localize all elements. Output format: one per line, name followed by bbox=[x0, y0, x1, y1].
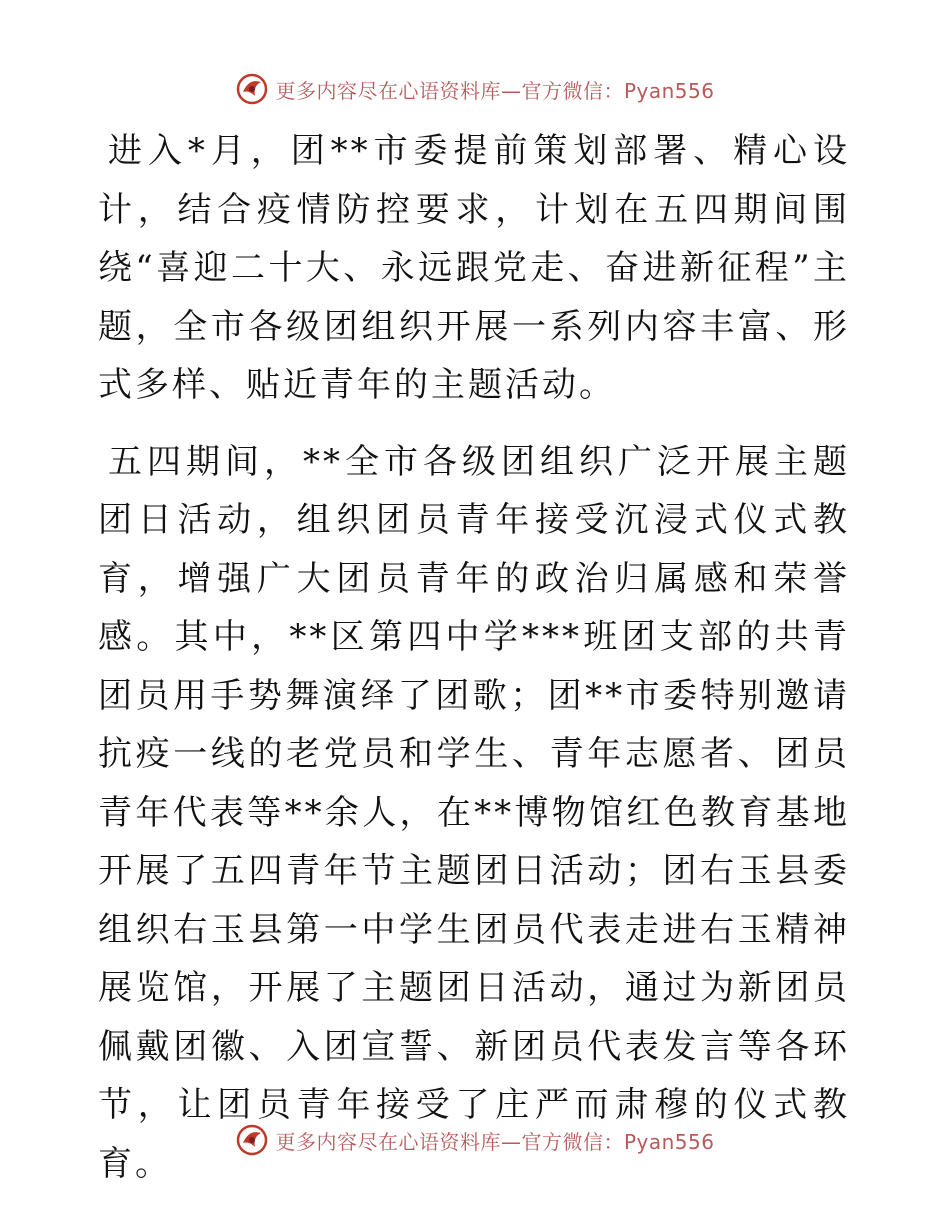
header-watermark bbox=[0, 72, 950, 106]
watermark-text: 更多内容尽在心语资料库—官方微信：Pyan556 bbox=[275, 78, 715, 103]
watermark-text: 更多内容尽在心语资料库—官方微信：Pyan556 bbox=[275, 1129, 715, 1154]
logo-swirl-icon bbox=[235, 72, 269, 106]
paragraph-2: 五四期间，**全市各级团组织广泛开展主题团日活动，组织团员青年接受沉浸式仪式教育，增强广大团员青年的政治归属感和荣誉感。其中，**区第四中学***班团支部的共青团员用手势舞演绎了团歌；团**市委特别邀请抗疫一线的老党员和学生、青年志愿者、团员青年代表等**余人，在**博物馆红色教育基地开展了五四青年节主题团日活动；团右玉县委组织右玉县第一中学生团员代表走进右玉精神展览馆，开展了主题团日活动，通过为新团员佩戴团徽、入团宣誓、新团员代表发言等各环节，让团员青年接受了庄严而肃穆的仪式教育。 bbox=[98, 441, 850, 1184]
paragraph-1: 进入*月，团**市委提前策划部署、精心设计，结合疫情防控要求，计划在五四期间围绕“喜迎二十大、永远跟党走、奋进新征程”主题，全市各级团组织开展一系列内容丰富、形式多样、贴近青年的主题活动。 bbox=[98, 131, 850, 405]
footer-watermark bbox=[0, 1123, 950, 1157]
document-body bbox=[98, 122, 850, 1211]
logo-swirl-icon bbox=[235, 1123, 269, 1157]
